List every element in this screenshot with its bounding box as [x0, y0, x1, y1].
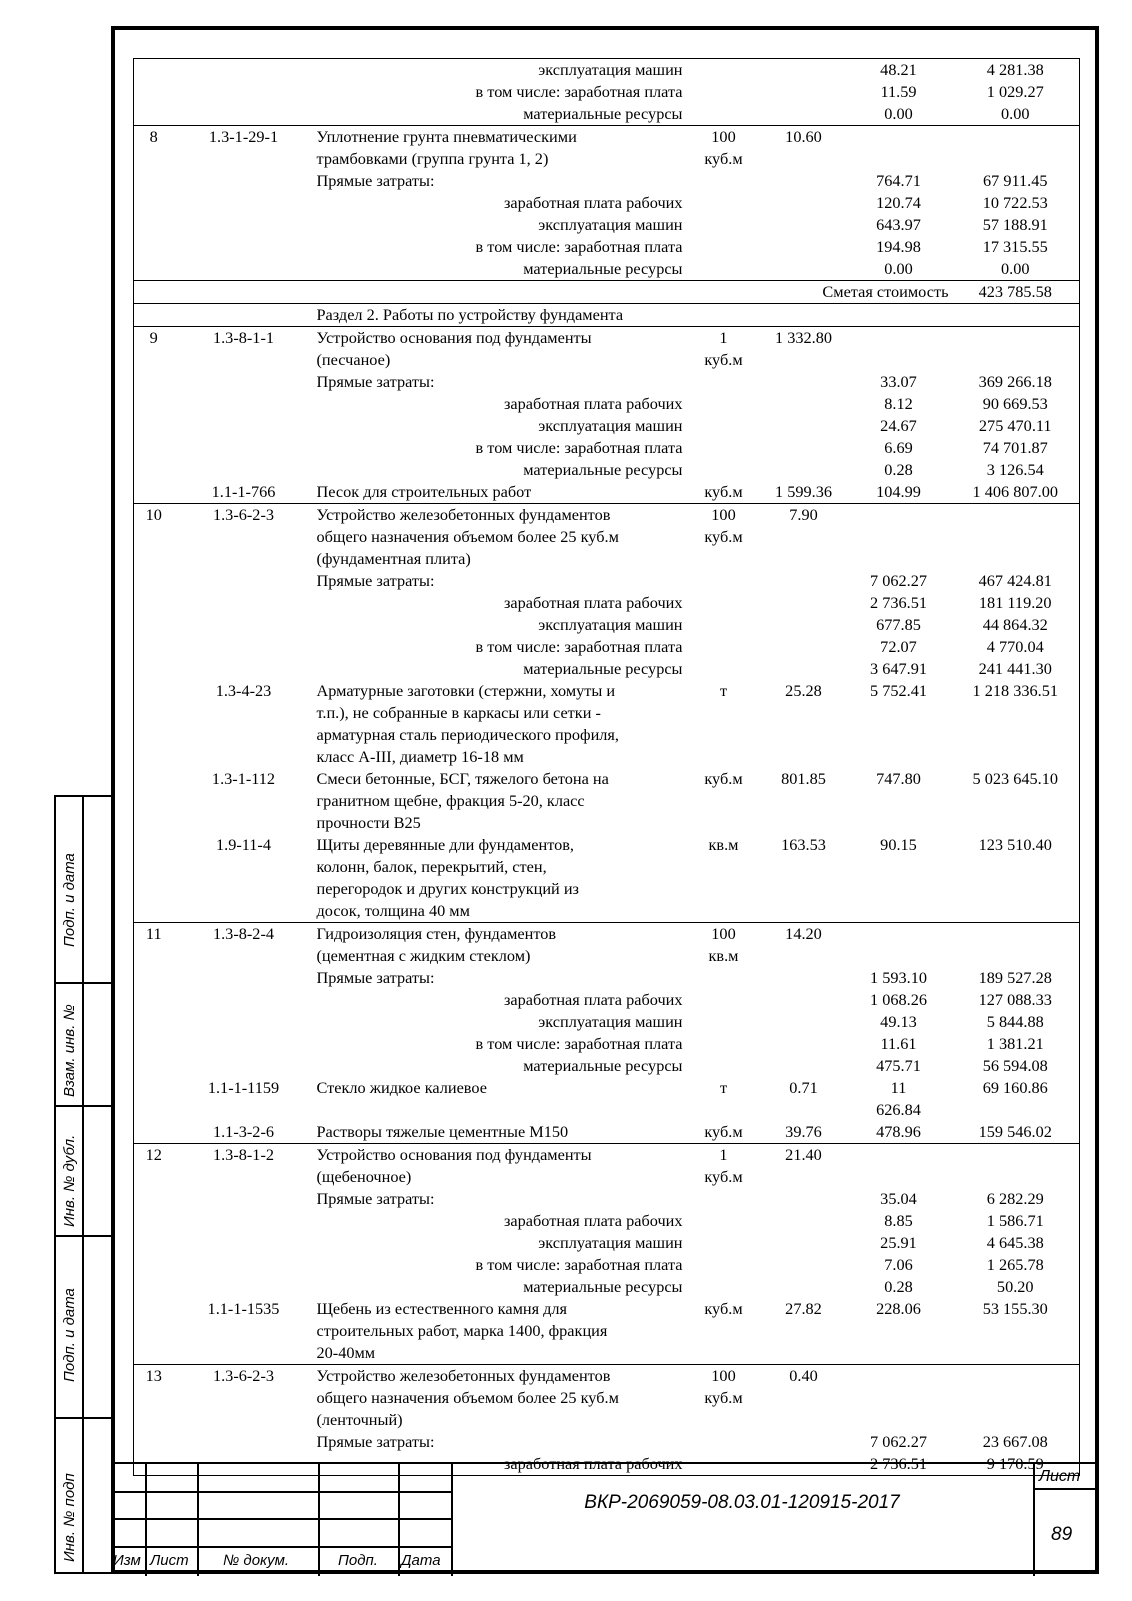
stamp-label-inv-dup: Инв. № дубл.	[61, 1134, 78, 1227]
table-row: Прямые затраты: 7 062.27 23 667.08	[316, 1432, 1048, 1451]
stamp-label-inv-orig: Инв. № подп	[61, 1473, 78, 1562]
table-row: заработная плата рабочих 8.12 90 669.53	[503, 394, 1048, 413]
table-row: материальные ресурсы 475.71 56 594.08	[523, 1056, 1048, 1075]
table-row: в том числе: заработная плата 7.06 1 265.78	[475, 1255, 1044, 1274]
tb-divider	[197, 1464, 199, 1576]
table-row: 12 1.3-8-1-2 Устройство основания под фундаменты 1 21.40	[134, 1144, 1080, 1167]
table-row: в том числе: заработная плата 6.69 74 701.87	[475, 438, 1048, 457]
table-row: в том числе: заработная плата 194.98 17 315.55	[475, 237, 1048, 256]
tb-label-doc: № докум.	[223, 1552, 290, 1569]
table-row: 1.1-1-1535 Щебень из естественного камня для куб.м 27.82 228.06 53 155.30	[207, 1299, 1048, 1318]
table-row: 626.84	[876, 1100, 921, 1119]
tb-label-list: Лист	[150, 1552, 189, 1569]
tb-label-sign: Подп.	[338, 1552, 378, 1569]
tb-divider	[145, 1464, 147, 1576]
tb-divider	[318, 1464, 320, 1576]
table-row: 10 1.3-6-2-3 Устройство железобетонных фундаментов 100 7.90	[134, 504, 1080, 527]
table-row: перегородок и других конструкций из	[316, 879, 579, 898]
table-row: т.п.), не собранные в каркасы или сетки -	[316, 703, 601, 722]
table-row: 1.1-3-2-6 Растворы тяжелые цементные М150 куб.м 39.76 478.96 159 546.02	[212, 1122, 1052, 1141]
table-row: (ленточный)	[316, 1410, 403, 1429]
section-row: Раздел 2. Работы по устройству фундамента	[134, 304, 1080, 327]
table-row: эксплуатация машин 24.67 275 470.11	[538, 416, 1052, 435]
table-row: гранитном щебне, фракция 5-20, класс	[316, 791, 585, 810]
table-row: строительных работ, марка 1400, фракция	[316, 1321, 608, 1340]
table-row: класс А-III, диаметр 16-18 мм	[316, 747, 524, 766]
table-row: эксплуатация машин 677.85 44 864.32	[538, 615, 1048, 634]
tb-divider	[398, 1464, 400, 1576]
strip-divider	[56, 1417, 111, 1419]
table-row: 8 1.3-1-29-1 Уплотнение грунта пневматическими 100 10.60	[134, 126, 1080, 149]
table-row: заработная плата рабочих 2 736.51 9 170.59	[503, 1454, 1044, 1473]
table-row: общего назначения объемом более 25 куб.м куб.м	[316, 1388, 743, 1407]
strip-divider	[56, 1235, 111, 1237]
table-row: колонн, балок, перекрытий, стен,	[316, 857, 547, 876]
document-code: ВКР-2069059-08.03.01-120915-2017	[584, 1492, 900, 1513]
tb-divider	[111, 1546, 451, 1548]
table-row: Прямые затраты: 7 062.27 467 424.81	[316, 571, 1052, 590]
table-row: эксплуатация машин 643.97 57 188.91	[538, 215, 1048, 234]
table-row: эксплуатация машин 48.21 4 281.38	[538, 60, 1044, 79]
tb-divider	[111, 1491, 451, 1493]
tb-label-izm: Изм	[113, 1552, 141, 1569]
table-row: 1.3-4-23 Арматурные заготовки (стержни, хомуты и т 25.28 5 752.41 1 218 336.51	[215, 681, 1058, 700]
table-row: материальные ресурсы 0.28 3 126.54	[523, 460, 1044, 479]
table-row: эксплуатация машин 25.91 4 645.38	[538, 1233, 1044, 1252]
table-row: материальные ресурсы 0.28 50.20	[523, 1277, 1034, 1296]
table-row: заработная плата рабочих 8.85 1 586.71	[503, 1211, 1044, 1230]
stamp-label-sign-date: Подп. и дата	[61, 853, 78, 947]
table-row: Прямые затраты: 35.04 6 282.29	[316, 1189, 1044, 1208]
table-row: прочности В25	[316, 813, 421, 832]
table-row: Прямые затраты: 33.07 369 266.18	[316, 372, 1052, 391]
sheet-number: 89	[1051, 1524, 1073, 1545]
table-row: досок, толщина 40 мм	[316, 901, 470, 920]
table-row: в том числе: заработная плата 11.59 1 029.27	[475, 82, 1044, 101]
table-row: 1.1-1-1159 Стекло жидкое калиевое т 0.71 11 69 160.86	[207, 1078, 1048, 1097]
table-row: 1.1-1-766 Песок для строительных работ куб.м 1 599.36 104.99 1 406 807.00	[211, 482, 1058, 501]
table-row: материальные ресурсы 3 647.91 241 441.30	[523, 659, 1052, 678]
table-row: арматурная сталь периодического профиля,	[316, 725, 619, 744]
table-row: 20-40мм	[316, 1343, 376, 1362]
stamp-label-replace-inv: Взам. инв. №	[61, 1004, 78, 1097]
table-row: 11 1.3-8-2-4 Гидроизоляция стен, фундаментов 100 14.20	[134, 923, 1080, 946]
table-row: эксплуатация машин 49.13 5 844.88	[538, 1012, 1044, 1031]
tb-divider	[1033, 1464, 1035, 1576]
table-row: Прямые затраты: 764.71 67 911.45	[316, 171, 1048, 190]
tb-divider	[111, 1518, 451, 1520]
table-row: 1.3-1-112 Смеси бетонные, БСГ, тяжелого бетона на куб.м 801.85 747.80 5 023 645.10	[211, 769, 1058, 788]
title-block	[111, 1462, 1099, 1576]
table-row: материальные ресурсы 0.00 0.00	[523, 104, 1030, 123]
stamp-label-sign-date-2: Подп. и дата	[61, 1288, 78, 1382]
table-row: заработная плата рабочих 120.74 10 722.53	[503, 193, 1048, 212]
strip-divider	[56, 1105, 111, 1107]
table-row: Прямые затраты: 1 593.10 189 527.28	[316, 968, 1052, 987]
tb-divider	[451, 1464, 453, 1576]
table-row: (песчаное) куб.м	[316, 350, 743, 369]
table-row: трамбовками (группа грунта 1, 2) куб.м	[316, 149, 743, 168]
table-row: 9 1.3-8-1-1 Устройство основания под фундаменты 1 1 332.80	[134, 327, 1080, 350]
strip-divider	[82, 797, 84, 1572]
tb-label-date: Дата	[401, 1552, 441, 1569]
tb-sheet-label: Лист	[1039, 1468, 1081, 1485]
strip-divider	[56, 982, 111, 984]
table-row: 1.9-11-4 Щиты деревянные дли фундаментов, кв.м 163.53 90.15 123 510.40	[215, 835, 1052, 854]
table-row: заработная плата рабочих 2 736.51 181 119.20	[503, 593, 1052, 612]
table-row: заработная плата рабочих 1 068.26 127 088.33	[503, 990, 1052, 1009]
side-stamp	[54, 795, 111, 1574]
table-row: (фундаментная плита)	[316, 549, 471, 568]
tb-divider	[1033, 1488, 1099, 1490]
table-row: общего назначения объемом более 25 куб.м куб.м	[316, 527, 743, 546]
table-row: в том числе: заработная плата 72.07 4 770.04	[475, 637, 1044, 656]
table-row: (щебеночное) куб.м	[316, 1167, 743, 1186]
table-row: 13 1.3-6-2-3 Устройство железобетонных фундаментов 100 0.40	[134, 1365, 1080, 1388]
cost-row: Сметая стоимость 423 785.58	[134, 281, 1080, 304]
table-row: (цементная с жидким стеклом) кв.м	[316, 946, 739, 965]
table-row: в том числе: заработная плата 11.61 1 381.21	[475, 1034, 1044, 1053]
estimate-table	[133, 58, 1080, 1476]
table-row: материальные ресурсы 0.00 0.00	[523, 259, 1030, 278]
